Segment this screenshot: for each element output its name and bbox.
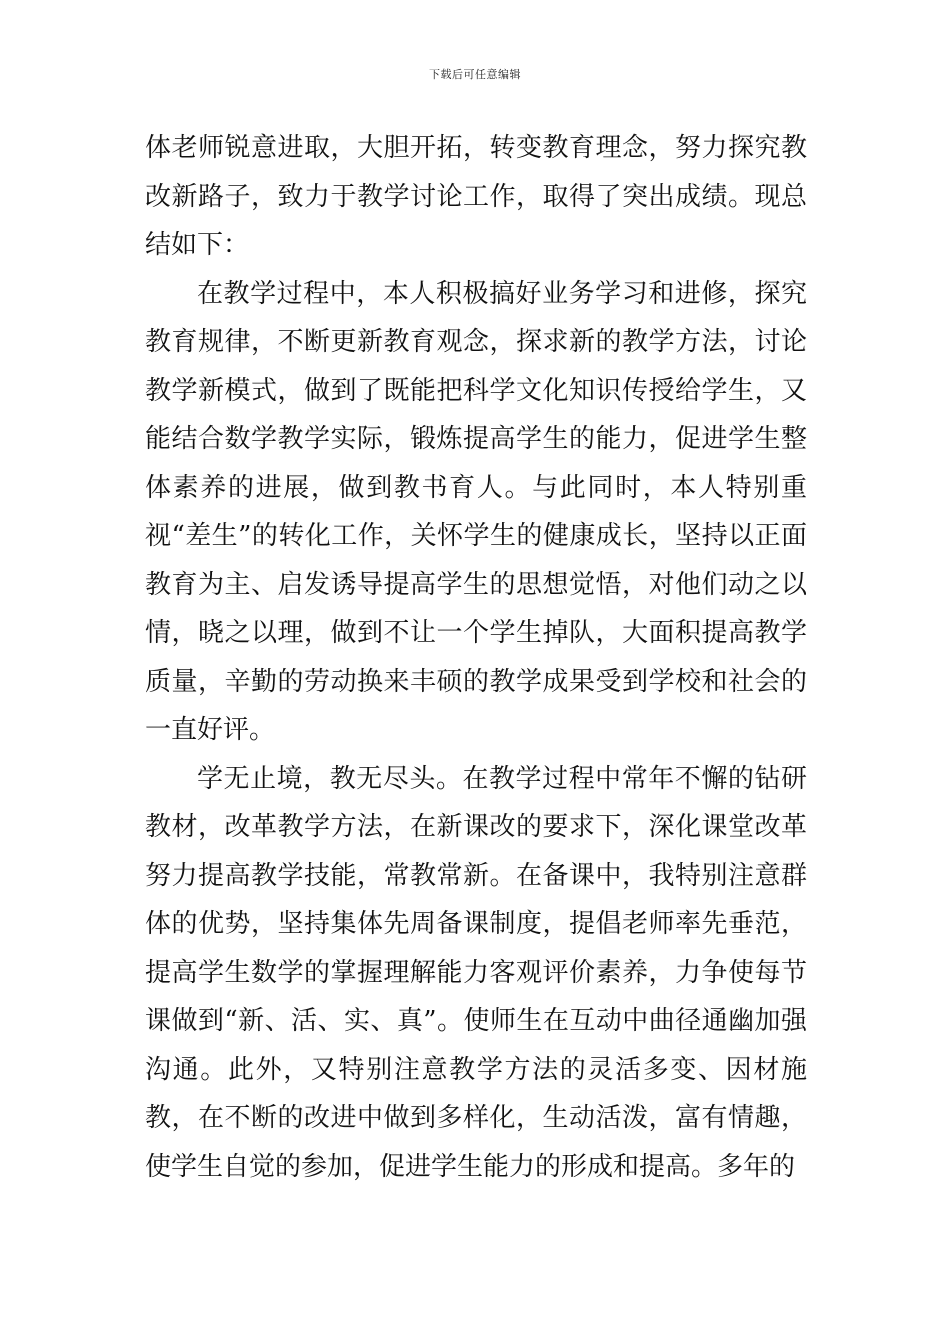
document-body: [145, 124, 807, 1191]
paragraph-continuation: 体老师锐意进取，大胆开拓，转变教育理念，努力探究教改新路子，致力于教学讨论工作，取得了突出成绩。现总结如下：: [145, 133, 807, 260]
paragraph: 学无止境，教无尽头。在教学过程中常年不懈的钻研教材，改革教学方法，在新课改的要求下，深化课堂改革努力提高教学技能，常教常新。在备课中，我特别注意群体的优势，坚持集体先周备课制度，提倡老师率先垂范，提高学生数学的掌握理解能力客观评价素养，力争使每节课做到“新、活、实、真”。使师生在互动中曲径通幽加强沟通。此外，又特别注意教学方法的灵活多变、因材施教，在不断的改进中做到多样化，生动活泼，富有情趣，使学生自觉的参加，促进学生能力的形成和提高。多年的: [145, 763, 807, 1182]
header-note: 下载后可任意编辑: [429, 68, 521, 81]
paragraph: 在教学过程中，本人积极搞好业务学习和进修，探究教育规律，不断更新教育观念，探求新的教学方法，讨论教学新模式，做到了既能把科学文化知识传授给学生，又能结合数学教学实际，锻炼提高学生的能力，促进学生整体素养的进展，做到教书育人。与此同时，本人特别重视“差生”的转化工作，关怀学生的健康成长，坚持以正面教育为主、启发诱导提高学生的思想觉悟，对他们动之以情，晓之以理，做到不让一个学生掉队，大面积提高教学质量，辛勤的劳动换来丰硕的教学成果受到学校和社会的一直好评。: [145, 278, 807, 745]
